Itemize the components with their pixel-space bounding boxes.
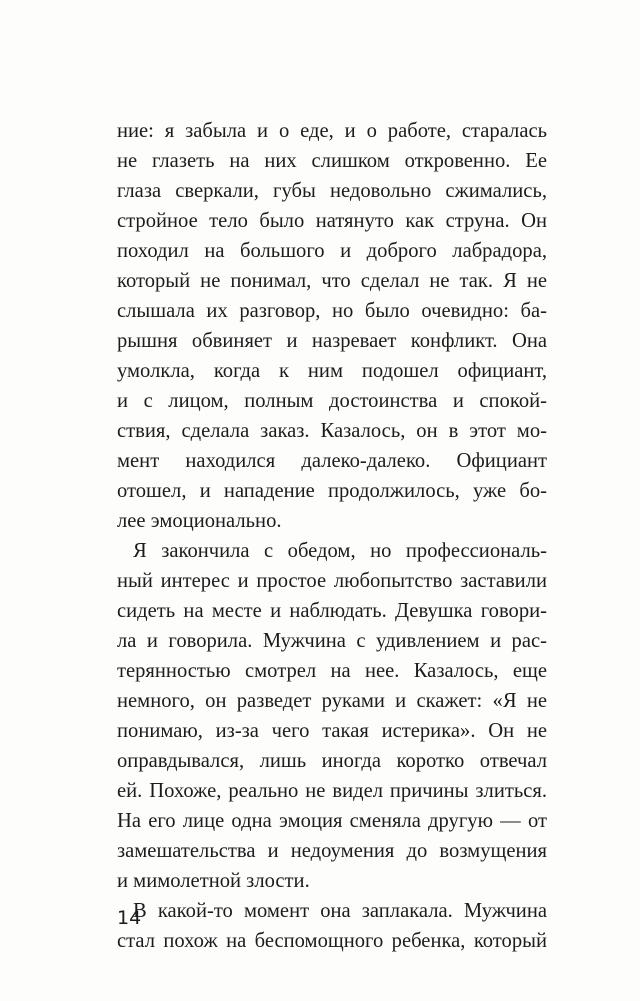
paragraph-start-line: Я закончила с обедом, но профессиональ-	[133, 540, 547, 562]
text-line: который не понимал, что сделал не так. Я не	[117, 270, 547, 292]
text-line: и с лицом, полным достоинства и спокой-	[117, 390, 547, 412]
text-line: походил на большого и доброго лабрадора,	[117, 240, 547, 262]
text-line: рышня обвиняет и назревает конфликт. Она	[117, 330, 547, 352]
text-line: немного, он разведет руками и скажет: «Я не	[117, 690, 547, 712]
paragraph-end-line: и мимолетной злости.	[117, 870, 310, 892]
text-line: ние: я забыла и о еде, и о работе, старалась	[117, 120, 547, 142]
text-line: отошел, и нападение продолжилось, уже бо-	[117, 480, 547, 502]
text-line: стал похож на беспомощного ребенка, который	[117, 930, 547, 952]
text-line: мент находился далеко-далеко. Официант	[117, 450, 547, 472]
text-line: умолкла, когда к ним подошел официант,	[117, 360, 547, 382]
paragraph-end-line: лее эмоционально.	[117, 510, 282, 532]
text-line: стройное тело было натянуто как струна. Он	[117, 210, 547, 232]
text-line: глаза сверкали, губы недовольно сжимались,	[117, 180, 547, 202]
text-line: не глазеть на них слишком откровенно. Ее	[117, 150, 547, 172]
text-line: ствия, сделала заказ. Казалось, он в этот мо-	[117, 420, 547, 442]
text-line: терянностью смотрел на нее. Казалось, еще	[117, 660, 547, 682]
text-line: замешательства и недоумения до возмущения	[117, 840, 547, 862]
text-line: На его лице одна эмоция сменяла другую — от	[117, 810, 547, 832]
body-text	[117, 116, 547, 956]
paragraph-start-line: В какой-то момент она заплакала. Мужчина	[133, 900, 547, 922]
text-line: ный интерес и простое любопытство заставили	[117, 570, 547, 592]
text-line: ей. Похоже, реально не видел причины злиться.	[117, 780, 547, 802]
page-number: 14	[117, 907, 142, 929]
text-line: оправдывался, лишь иногда коротко отвечал	[117, 750, 547, 772]
text-line: слышала их разговор, но было очевидно: ба-	[117, 300, 547, 322]
text-line: понимаю, из-за чего такая истерика». Он не	[117, 720, 547, 742]
text-line: ла и говорила. Мужчина с удивлением и рас-	[117, 630, 547, 652]
text-line: сидеть на месте и наблюдать. Девушка говори-	[117, 600, 547, 622]
